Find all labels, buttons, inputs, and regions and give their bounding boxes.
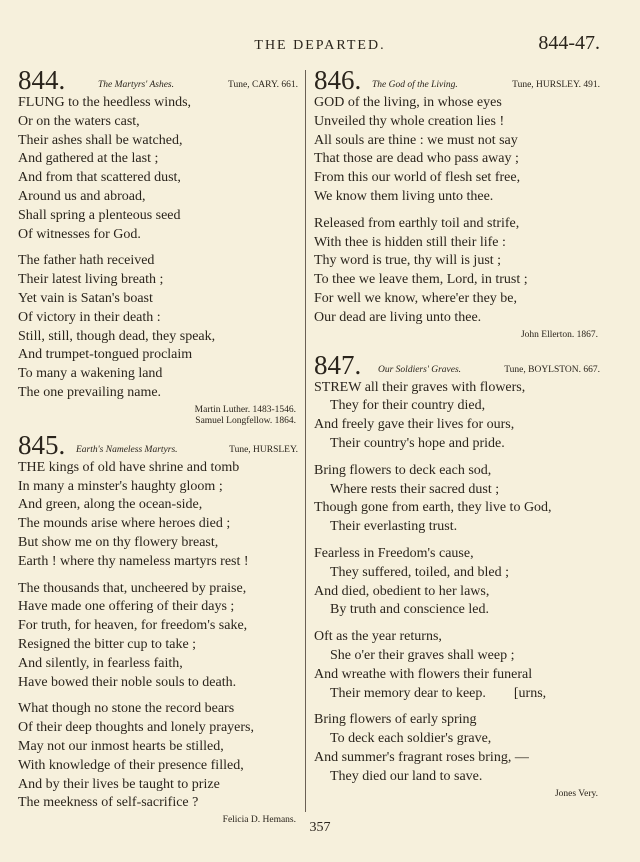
verse-line: Of their deep thoughts and lonely prayers, bbox=[18, 720, 254, 736]
hymn-header bbox=[18, 429, 300, 459]
verse bbox=[18, 459, 300, 572]
verse bbox=[314, 94, 602, 207]
verse-line: In many a minster's haughty gloom ; bbox=[18, 478, 223, 494]
verse-line: Thy word is true, thy will is just ; bbox=[314, 253, 502, 269]
right-column bbox=[314, 64, 602, 800]
verse-line: FLUNG to the heedless winds, bbox=[18, 95, 192, 110]
verse-line: Their ashes shall be watched, bbox=[18, 132, 183, 148]
verse-line: Released from earthly toil and strife, bbox=[314, 215, 520, 231]
hymn-number: 844. bbox=[18, 65, 66, 95]
verse-line: They for their country died, bbox=[330, 398, 486, 414]
verse-line: Our dead are living unto thee. bbox=[314, 309, 482, 325]
verse-line: They suffered, toiled, and bled ; bbox=[330, 564, 509, 580]
verse bbox=[18, 94, 300, 244]
verse-line: What though no stone the record bears bbox=[18, 701, 235, 717]
verse-line: Have made one offering of their days ; bbox=[18, 599, 235, 615]
verse-line: GOD of the living, in whose eyes bbox=[314, 95, 502, 110]
verse-line: Their country's hope and pride. bbox=[330, 435, 505, 451]
verse-line: Have bowed their noble souls to death. bbox=[18, 674, 237, 690]
verse-line: Their everlasting trust. bbox=[330, 519, 458, 535]
verse-line: And summer's fragrant roses bring, — bbox=[314, 749, 529, 765]
verse-line: Though gone from earth, they live to God, bbox=[314, 500, 552, 516]
verse-line: Bring flowers to deck each sod, bbox=[314, 462, 492, 478]
verse bbox=[314, 379, 602, 454]
hymn-title: The God of the Living. bbox=[372, 80, 458, 90]
verse-line: To deck each soldier's grave, bbox=[330, 731, 492, 747]
hymn-844 bbox=[18, 64, 300, 427]
verse-line: May not our inmost hearts be stilled, bbox=[18, 738, 224, 754]
verse-line: Shall spring a plenteous seed bbox=[18, 207, 181, 223]
hymn-title: Earth's Nameless Martyrs. bbox=[76, 444, 178, 455]
verse-line: And silently, in fearless faith, bbox=[18, 655, 183, 671]
verse-line: Unveiled thy whole creation lies ! bbox=[314, 113, 505, 129]
verse bbox=[18, 252, 300, 402]
verse-line: And freely gave their lives for ours, bbox=[314, 417, 515, 433]
verse-line: We know them living unto thee. bbox=[314, 188, 494, 204]
verse-line: The thousands that, uncheered by praise, bbox=[18, 580, 247, 596]
verse-line: And wreathe with flowers their funeral bbox=[314, 666, 533, 682]
verse-line: And died, obedient to her laws, bbox=[314, 583, 490, 599]
page-header-title: THE DEPARTED. bbox=[254, 38, 386, 53]
hymn-author: Samuel Longfellow. 1864. bbox=[195, 415, 296, 426]
hymn-847 bbox=[314, 349, 602, 800]
hymn-tune: Tune, HURSLEY. bbox=[229, 444, 298, 455]
verse-line: STREW all their graves with flowers, bbox=[314, 379, 526, 395]
verse-line: Where rests their sacred dust ; bbox=[330, 481, 500, 497]
verse-line: Yet vain is Satan's boast bbox=[18, 290, 153, 306]
verse-line: By truth and conscience led. bbox=[330, 602, 490, 618]
verse-line: Of victory in their death : bbox=[18, 309, 161, 325]
verse-line: That those are dead who pass away ; bbox=[314, 151, 519, 167]
verse-line: Their memory dear to keep. [urns, bbox=[330, 685, 547, 701]
verse-line: To thee we leave them, Lord, in trust ; bbox=[314, 272, 528, 288]
verse bbox=[314, 215, 602, 328]
verse bbox=[314, 545, 602, 620]
verse bbox=[18, 580, 300, 693]
verse bbox=[314, 711, 602, 786]
hymn-title: The Martyrs' Ashes. bbox=[98, 80, 175, 90]
verse-line: The meekness of self-sacrifice ? bbox=[18, 795, 199, 811]
verse-line: All souls are thine : we must not say bbox=[314, 132, 518, 148]
verse-line: Of witnesses for God. bbox=[18, 226, 141, 242]
verse bbox=[314, 462, 602, 537]
verse-line: But show me on thy flowery breast, bbox=[18, 534, 219, 550]
hymn-845 bbox=[18, 429, 300, 826]
verse-line: And gathered at the last ; bbox=[18, 151, 159, 167]
verse-line: From this our world of flesh set free, bbox=[314, 170, 521, 186]
verse bbox=[314, 628, 602, 703]
verse bbox=[18, 700, 300, 813]
hymn-number: 846. bbox=[314, 65, 362, 95]
verse-line: They died our land to save. bbox=[330, 768, 483, 784]
hymn-header bbox=[314, 349, 602, 379]
verse-line: She o'er their graves shall weep ; bbox=[330, 647, 515, 663]
verse-line: The one prevailing name. bbox=[18, 384, 162, 400]
verse-line: And green, along the ocean-side, bbox=[18, 497, 203, 513]
verse-line: And trumpet-tongued proclaim bbox=[18, 347, 193, 363]
column-divider bbox=[305, 70, 306, 812]
verse-line: Or on the waters cast, bbox=[18, 113, 140, 129]
verse-line: Bring flowers of early spring bbox=[314, 712, 477, 728]
verse-line: Fearless in Freedom's cause, bbox=[314, 545, 474, 561]
verse-line: Around us and abroad, bbox=[18, 188, 146, 204]
hymn-author: Felicia D. Hemans. bbox=[222, 815, 296, 826]
page-header-hymn-range: 844-47. bbox=[538, 32, 600, 54]
hymn-title: Our Soldiers' Graves. bbox=[378, 364, 462, 375]
hymn-header bbox=[314, 64, 602, 94]
verse-line: Resigned the bitter cup to take ; bbox=[18, 636, 197, 652]
hymn-number: 845. bbox=[18, 429, 66, 460]
hymn-number: 847. bbox=[314, 349, 362, 380]
verse-line: For well we know, where'er they be, bbox=[314, 290, 517, 306]
verse-line: Still, still, though dead, they speak, bbox=[18, 328, 216, 344]
hymn-tune: Tune, CARY. 661. bbox=[228, 80, 298, 90]
verse-line: Earth ! where thy nameless martyrs rest ! bbox=[18, 553, 249, 569]
hymn-author: Jones Very. bbox=[554, 788, 598, 799]
page-number: 357 bbox=[309, 820, 331, 835]
verse-line: For truth, for heaven, for freedom's sake, bbox=[18, 618, 248, 634]
left-column bbox=[18, 64, 300, 826]
hymn-846 bbox=[314, 64, 602, 341]
verse-line: To many a wakening land bbox=[18, 366, 163, 382]
verse-line: With knowledge of their presence filled, bbox=[18, 757, 244, 773]
verse-line: Oft as the year returns, bbox=[314, 629, 442, 645]
verse-line: THE kings of old have shrine and tomb bbox=[18, 459, 240, 475]
hymn-header bbox=[18, 64, 300, 94]
verse-line: Their latest living breath ; bbox=[18, 272, 164, 288]
verse-line: The father hath received bbox=[18, 253, 155, 269]
verse-line: The mounds arise where heroes died ; bbox=[18, 516, 231, 532]
hymn-tune: Tune, BOYLSTON. 667. bbox=[504, 364, 600, 375]
verse-line: And by their lives be taught to prize bbox=[18, 776, 220, 792]
hymn-tune: Tune, HURSLEY. 491. bbox=[512, 80, 600, 90]
verse-line: And from that scattered dust, bbox=[18, 170, 181, 186]
verse-line: With thee is hidden still their life : bbox=[314, 234, 506, 250]
hymn-author: Martin Luther. 1483-1546. bbox=[194, 404, 296, 415]
hymn-author: John Ellerton. 1867. bbox=[520, 329, 598, 340]
